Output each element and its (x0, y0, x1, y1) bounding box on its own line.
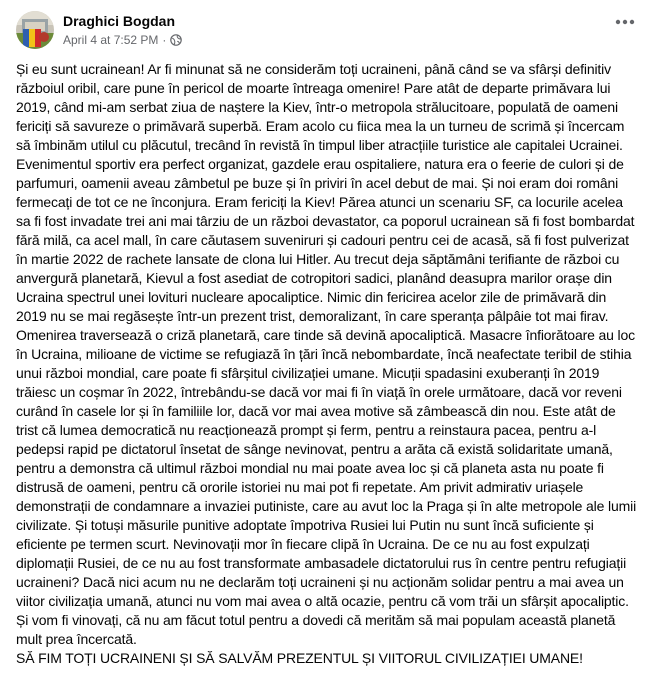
more-options-button[interactable] (611, 12, 639, 32)
globe-icon[interactable] (170, 34, 182, 46)
avatar-image (16, 11, 54, 49)
post-closing-line: SĂ FIM TOȚI UCRAINENI ȘI SĂ SALVĂM PREZENTUL ȘI VIITORUL CIVILIZAȚIEI UMANE! (16, 650, 583, 666)
avatar[interactable] (16, 11, 54, 49)
post-subline (63, 32, 182, 48)
post-body (16, 60, 640, 668)
post-meta (63, 10, 182, 48)
post-header (16, 10, 182, 54)
author-name[interactable]: Draghici Bogdan (63, 13, 176, 29)
post-timestamp[interactable]: April 4 at 7:52 PM (63, 33, 159, 47)
meta-separator: · (162, 33, 167, 47)
more-horizontal-icon (615, 19, 635, 25)
post-body-paragraph: Și eu sunt ucrainean! Ar fi minunat să ne considerăm toți ucraineni, până când se va sfârși definitiv războiul oribil, care pune în pericol de moarte întreaga omenire! Pare atât de departe primăvara lui 2019, când mi-am serbat ziua de naștere la Kiev, într-o metropola strălucitoare, populată de oameni fericiți să savureze o primăvară superbă. Eram acolo cu fiica mea la un turneu de scrimă și încercam să îmbinăm utilul cu plăcutul, trecând în revistă în timpul liber atracțiile turistice ale capitalei Ucrainei. Evenimentul sportiv era perfect organizat, gazdele erau ospitaliere, natura era o feerie de culori și de parfumuri, oamenii aveau zâmbetul pe buze și în priviri în acel debut de mai. Și noi eram doi români fermecați de tot ce ne înconjura. Eram fericiți la Kiev! Părea atunci un scenariu SF, ca locurile acelea sa fi fost invadate trei ani mai târziu de un război devastator, ca poporul ucrainean să fi fost bombardat fără milă, ca acel mall, în care căutasem suveniruri și cadouri pentru cei de acasă, să fi fost pulverizat în martie 2022 de rachete lansate de clona lui Hitler. Au trecut deja săptămâni terifiante de război cu anvergură planetară, Kievul a fost asediat de cotropitori sadici, planând deasupra marilor orașe din Ucraina spectrul unei lovituri nucleare apocaliptice. Nimic din fericirea acelor zile de primăvară din 2019 nu se mai regăsește într-un prezent trist, demoralizant, în care speranța pâlpâie tot mai firav. Omenirea traversează o criză planetară, care tinde să devină apocaliptică. Masacre înfiorătoare au loc în Ucraina, milioane de victime se refugiază în țări încă nebombardate, încă neafectate teribil de stihia unui război mondial, care poate fi sfârșitul civilizației umane. Micuții spadasini exuberanți în 2019 trăiesc un coșmar în 2022, întrebându-se dacă vor mai fi în viață în orele următoare, dacă vor reveni curând în casele lor și în familiile lor, dacă vor mai avea motive să zâmbească din nou. Este atât de trist că lumea democratică nu reacționează prompt și ferm, pentru a reinstaura pacea, pentru a-l pedepsi rapid pe dictatorul însetat de sânge nevinovat, pentru a arăta că există solidaritate umană, pentru a demonstra că ultimul război mondial nu mai poate avea loc și că planeta asta nu poate fi distrusă de oameni, pentru că ororile istoriei nu mai pot fi repetate. Am privit admirativ uriașele demonstrații de condamnare a invaziei putiniste, care au avut loc la Praga și în alte metropole ale lumii civilizate. Și totuși măsurile punitive adoptate împotriva Rusiei lui Putin nu sunt încă suficiente și eficiente pe termen scurt. Nevinovații mor în fiecare clipă în Ucraina. De ce nu au fost expulzați diplomații Rusiei, de ce nu au fost transformate ambasadele dictatorului rus în centre pentru refugiații ucraineni? Dacă nici acum nu ne declarăm toți ucraineni și nu acționăm solidar pentru a mai avea un viitor civilizația umană, atunci nu vom mai avea o altă ocazie, pentru că vom trăi un sfârșit apocaliptic. Și vom fi vinovați, că nu am făcut totul pentru a dovedi că merităm să mai populam această planetă mult prea încercată. (16, 61, 637, 647)
